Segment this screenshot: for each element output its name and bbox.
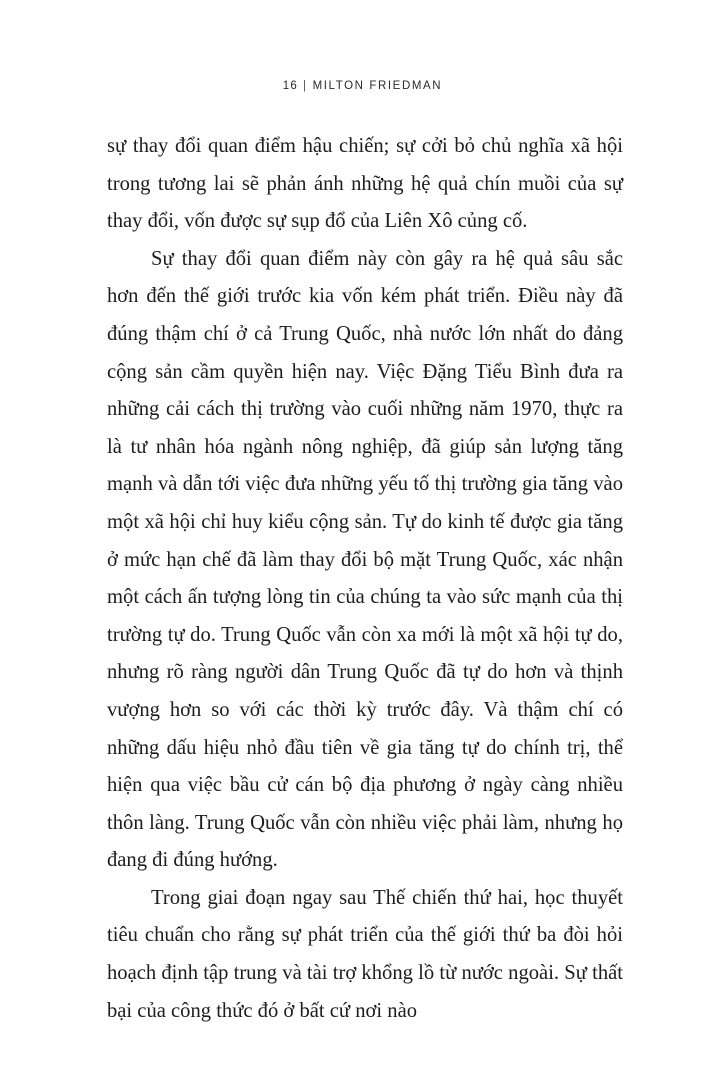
paragraph: Trong giai đoạn ngay sau Thế chiến thứ hai, học thuyết tiêu chuẩn cho rằng sự phát triển của thế giới thứ ba đòi hỏi hoạch định tập trung và tài trợ khổng lồ từ nước ngoài. Sự thất bại của công thức đó ở bất cứ nơi nào xyxy=(107,886,623,1022)
page-number: 16 xyxy=(282,80,298,92)
paragraph: Sự thay đổi quan điểm này còn gây ra hệ quả sâu sắc hơn đến thế giới trước kia vốn kém phát triển. Điều này đã đúng thậm chí ở cả Trung Quốc, nhà nước lớn nhất do đảng cộng sản cầm quyền hiện nay. Việc Đặng Tiểu Bình đưa ra những cải cách thị trường vào cuối những năm 1970, thực ra là tư nhân hóa ngành nông nghiệp, đã giúp sản lượng tăng mạnh và dẫn tới việc đưa những yếu tố thị trường gia tăng vào một xã hội chỉ huy kiểu cộng sản. Tự do kinh tế được gia tăng ở mức hạn chế đã làm thay đổi bộ mặt Trung Quốc, xác nhận một cách ấn tượng lòng tin của chúng ta vào sức mạnh của thị trường tự do. Trung Quốc vẫn còn xa mới là một xã hội tự do, nhưng rõ ràng người dân Trung Quốc đã tự do hơn và thịnh vượng hơn so với các thời kỳ trước đây. Và thậm chí có những dấu hiệu nhỏ đầu tiên về gia tăng tự do chính trị, thể hiện qua việc bầu cử cán bộ địa phương ở ngày càng nhiều thôn làng. Trung Quốc vẫn còn nhiều việc phải làm, nhưng họ đang đi đúng hướng. xyxy=(107,247,623,872)
running-head xyxy=(0,80,725,92)
paragraph: sự thay đổi quan điểm hậu chiến; sự cởi bỏ chủ nghĩa xã hội trong tương lai sẽ phản ánh những hệ quả chín muồi của sự thay đổi, vốn được sự sụp đổ của Liên Xô củng cố. xyxy=(107,135,623,233)
running-head-author: MILTON FRIEDMAN xyxy=(312,80,443,92)
body-text xyxy=(107,128,623,1030)
running-head-separator: | xyxy=(302,80,308,92)
